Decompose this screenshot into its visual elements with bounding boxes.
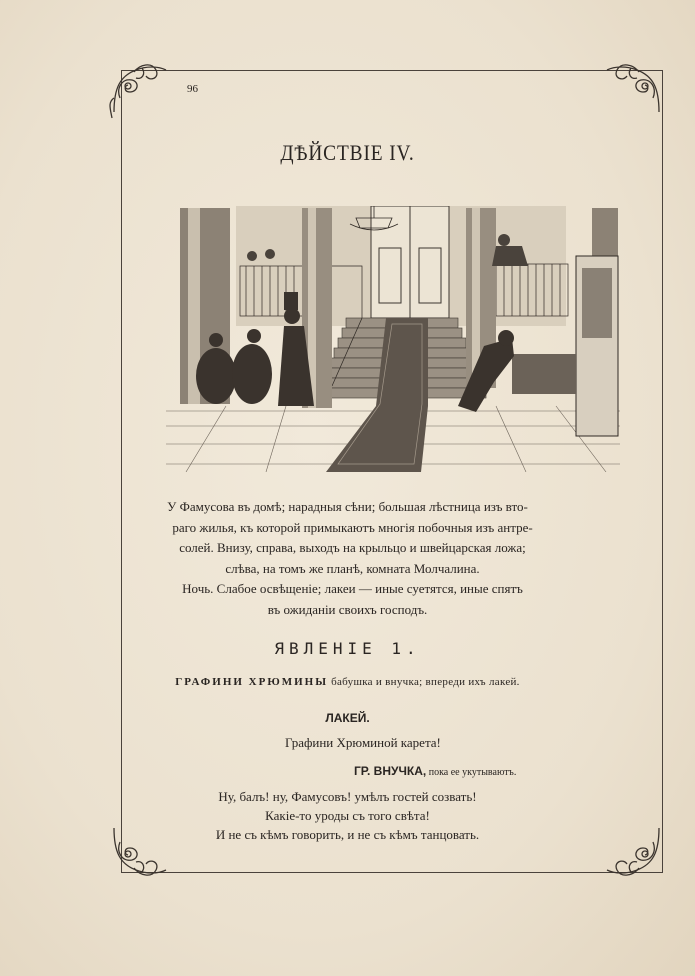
stage-direction-line: въ ожиданіи своихъ господъ.	[267, 601, 428, 617]
verse-line: Какіе-то уроды съ того свѣта!	[265, 808, 430, 823]
speaker-direction: пока ее укутываютъ.	[426, 767, 517, 778]
corner-ornament-icon	[106, 58, 168, 120]
stage-direction-line: раго жилья, къ которой примыкаютъ многія побочныя изъ антре-	[172, 519, 533, 535]
stage-direction-line: У Фамусова въ домѣ; нарадныя сѣни; большая лѣстница изъ вто-	[167, 499, 528, 514]
verse-line: Ну, балъ! ну, Фамусовъ! умѣлъ гостей созвать!	[218, 789, 477, 804]
verse-block	[0, 787, 695, 844]
speaker-name: ЛАКЕЙ.	[325, 711, 370, 725]
stage-direction-line: солей. Внизу, справа, выходъ на крыльцо и швейцарская ложа;	[179, 540, 526, 555]
scene-characters-rest: бабушка и внучка; впереди ихъ лакей.	[328, 676, 520, 688]
speaker-name	[354, 764, 516, 779]
corner-ornament-icon	[605, 58, 667, 120]
act-title: ДѢЙСТВІЕ IV.	[280, 140, 415, 165]
stage-direction-line: Ночь. Слабое освѣщеніе; лакеи — иные суетятся, иные спятъ	[182, 581, 523, 596]
verse-line: И не съ кѣмъ говорить, и не съ кѣмъ танцовать.	[215, 827, 480, 842]
stage-direction	[0, 497, 695, 620]
scene-characters-bold: ГРАФИНИ ХРЮМИНЫ	[175, 676, 329, 688]
scene-title: ЯВЛЕНІЕ 1.	[274, 639, 421, 658]
page-number: 96	[187, 83, 198, 95]
speaker-name-text: ГР. ВНУЧКА,	[354, 764, 427, 778]
stage-direction-line: слѣва, на томъ же планѣ, комната Молчалина.	[225, 560, 480, 576]
engraving-illustration	[166, 206, 620, 472]
dialogue-line: Графини Хрюминой карета!	[285, 735, 441, 750]
scene-characters	[0, 676, 695, 688]
